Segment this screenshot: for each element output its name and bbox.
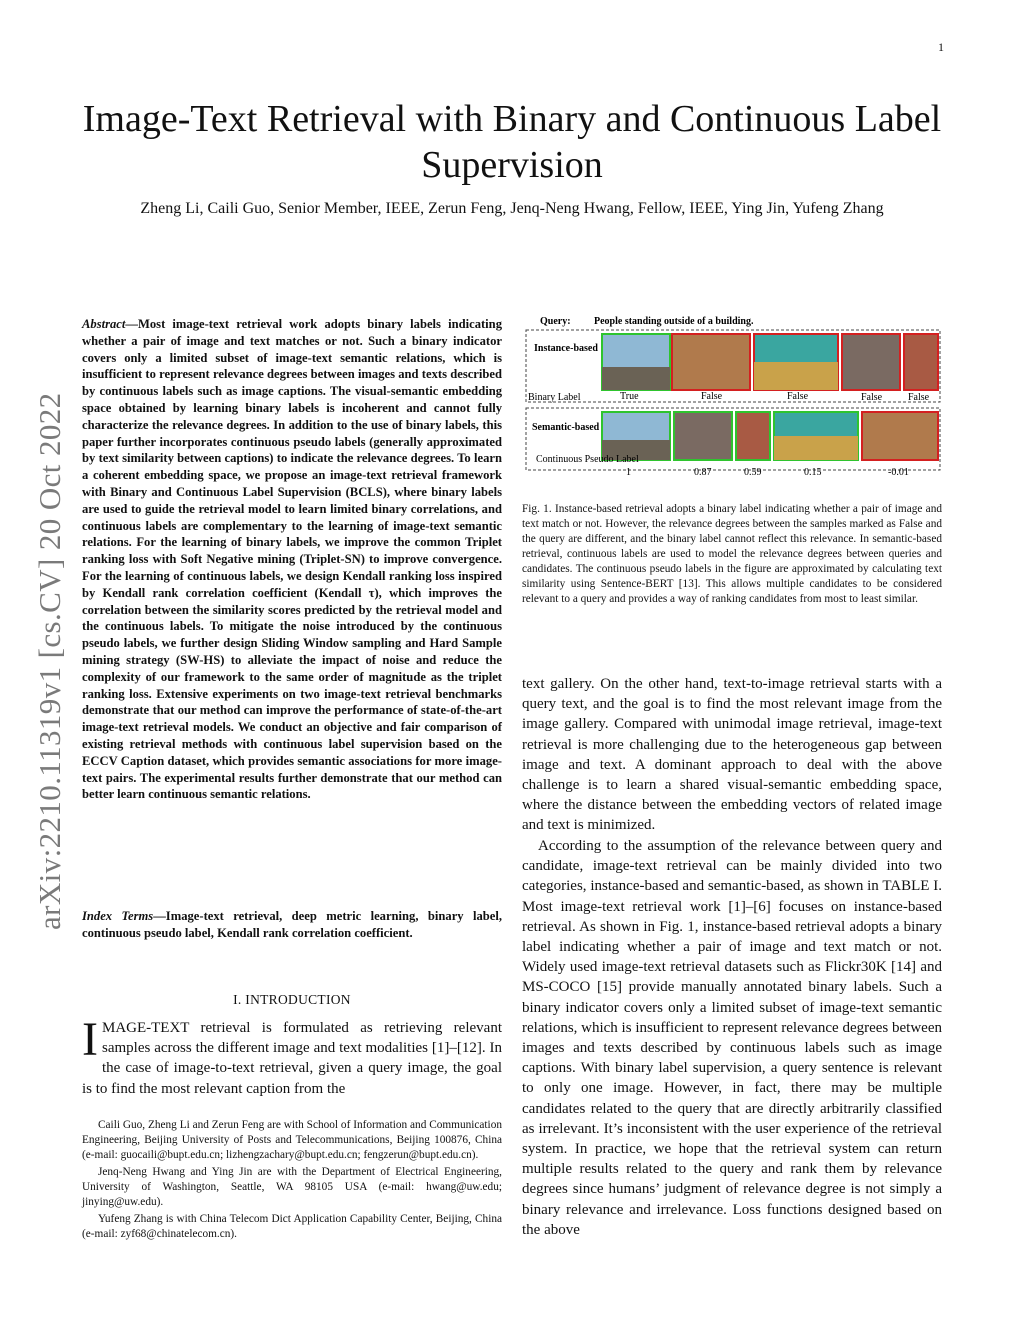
- binary-value-1: True: [620, 391, 639, 402]
- figure-1-graphic: [522, 312, 944, 478]
- footnotes: [82, 1118, 502, 1244]
- binary-value-3: False: [787, 391, 809, 402]
- intro-paragraph: [82, 1013, 502, 1099]
- arxiv-identifier-stamp: arXiv:2210.11319v1 [cs.CV] 20 Oct 2022: [32, 392, 67, 930]
- abstract-text: —Most image-text retrieval work adopts binary labels indicating whether a pair of image and text matches or not. Such a binary indicator covers only a limited subset of image-text semantic relations, which is insufficient to represent relevance degrees between images and texts described by continuous labels such as image captions. The visual-semantic embedding space obtained by learning binary labels is incoherent and cannot fully characterize the relevance degrees. In addition to the use of binary labels, this paper further incorporates continuous pseudo labels (generally approximated by text similarity between captions) to indicate the relevance degrees. To learn a coherent embedding space, we propose an image-text retrieval framework with Binary and Continuous Label Supervision (BCLS), where binary labels are used to guide the retrieval model to learn limited binary correlations, and continuous labels are complementary to the learning of image-text semantic relations. For the learning of binary labels, we improve the common Triplet ranking loss with Soft Negative mining (Triplet-SN) to improve convergence. For the learning of continuous labels, we design Kendall ranking loss inspired by Kendall rank correlation coefficient (Kendall τ), which improves the correlation between the similarity scores predicted by the retrieval model and the continuous labels. To mitigate the noise introduced by the continuous pseudo labels, we further design Sliding Window sampling and Hard Sample mining strategy (SW-HS) to alleviate the impact of noise and reduce the complexity of our framework to the same order of magnitude as the triplet ranking loss. Extensive experiments on two image-text retrieval benchmarks demonstrate that our method can improve the performance of state-of-the-art image-text retrieval models. We conduct an objective and fair comparison of existing retrieval methods with continuous label supervision based on the ECCV Caption dataset, which provides semantic associations for more image-text pairs. The experimental results further demonstrate that our method can better learn continuous semantic relations.: [82, 317, 502, 802]
- footnote-affiliation-bupt: Caili Guo, Zheng Li and Zerun Feng are with School of Information and Communication Engineering, Beijing University of Posts and Telecommunications, Beijing 100876, China (e-mail: guocaili@bupt.edu.cn; lizhengzachary@bupt.edu.cn; fengzerun@bupt.edu.cn).: [82, 1119, 502, 1161]
- fig-query-text: People standing outside of a building.: [594, 316, 754, 327]
- drop-cap: I: [82, 1013, 98, 1066]
- page-number: 1: [938, 40, 944, 54]
- continuous-value-4: 0.15: [804, 467, 822, 478]
- paper-title: Image-Text Retrieval with Binary and Continuous Label Supervision: [82, 98, 942, 186]
- footnote-affiliation-uw: Jenq-Neng Hwang and Ying Jin are with the Department of Electrical Engineering, University of Washington, Seattle, WA 98105 USA (e-mail: hwang@uw.edu; jinying@uw.edu).: [82, 1166, 502, 1208]
- right-column-paragraph-1: [522, 674, 942, 836]
- candidate-image-5: [904, 334, 938, 390]
- fig-query-label: Query:: [540, 316, 571, 327]
- right-para-1-text: text gallery. On the other hand, text-to-image retrieval starts with a query text, and the goal is to find the most relevant image from the image gallery. Compared with unimodal image retrieval, image-text retrieval is more challenging due to the heterogeneous gap between image and text. A dominant approach to deal with the above challenge is to learn a shared visual-semantic embedding space, where the distance between the embedding vectors of related image and text is minimized.: [522, 676, 942, 834]
- index-terms: [82, 908, 502, 942]
- continuous-row-title: Continuous Pseudo Label: [536, 454, 639, 465]
- ranked-image-5: [862, 412, 938, 460]
- right-para-2-text: According to the assumption of the relevance between query and candidate, image-text retrieval can be mainly divided into two categories, instance-based and semantic-based, as shown in TABLE I. Most image-text retrieval work [1]–[6] focuses on instance-based retrieval. As shown in Fig. 1, instance-based retrieval adopts a binary label indicating whether a pair of image and text match or not. Widely used image-text retrieval datasets such as Flickr30K [14] and MS-COCO [15] provide manually annotated binary labels. Such a binary indicator covers only a limited subset of image-text semantic relations, which is insufficient to represent relevance degrees between images and texts described by continuous labels such as image captions. With binary label supervision, a query sentence is relevant to only one image. However, in fact, there may be multiple candidates related to the query that are directly arbitrarily classified as irrelevant. It’s inconsistent with the user experience of the retrieval system. In practice, we hope that the retrieval system can return multiple results related to the query and rank them by relevance degrees since humans’ judgment of relevance degree is not simply a binary relevance and irrelevance. Loss functions designed based on the above: [522, 838, 942, 1238]
- binary-value-4: False: [861, 392, 883, 403]
- candidate-image-1-ground: [602, 367, 670, 390]
- author-list: Zheng Li, Caili Guo, Senior Member, IEEE, Zerun Feng, Jenq-Neng Hwang, Fellow, IEEE, Ying Jin, Yufeng Zhang: [140, 200, 884, 217]
- continuous-value-2: 0.87: [694, 467, 712, 478]
- continuous-value-1: 1: [626, 467, 631, 478]
- continuous-value-3: 0.59: [744, 467, 762, 478]
- binary-label-row-title: Binary Label: [528, 392, 581, 403]
- ranked-image-3: [736, 412, 770, 460]
- right-column-paragraph-2: [522, 836, 942, 1240]
- abstract: [82, 316, 502, 803]
- section-heading-introduction: I. INTRODUCTION: [233, 992, 351, 1007]
- figure-1: [522, 312, 944, 478]
- candidate-image-2: [672, 334, 750, 390]
- footnote-affiliation-telecom: Yufeng Zhang is with China Telecom Dict Application Capability Center, Beijing, China (e-mail: zyf68@chinatelecom.cn).: [82, 1213, 502, 1240]
- binary-value-2: False: [701, 391, 723, 402]
- candidate-image-3-sand: [754, 362, 838, 390]
- intro-text: MAGE-TEXT retrieval is formulated as retrieving relevant samples across the different image and text modalities [1]–[12]. In the case of image-to-text retrieval, given a query image, the goal is to find the most relevant caption from the: [82, 1020, 502, 1097]
- abstract-label: Abstract: [82, 317, 126, 331]
- binary-value-5: False: [908, 392, 930, 403]
- continuous-value-5: -0.01: [888, 467, 909, 478]
- ranked-image-4-sand: [774, 436, 858, 460]
- index-terms-text: —Image-text retrieval, deep metric learning, binary label, continuous pseudo label, Kendall rank correlation coefficient.: [82, 909, 502, 940]
- figure-1-caption: Fig. 1. Instance-based retrieval adopts a binary label indicating whether a pair of image and text match or not. However, the relevance degrees between the samples marked as False and the query are different, and the binary label cannot reflect this relevance. In semantic-based retrieval, continuous labels are used to model the relevance degrees between queries and candidates. The continuous pseudo labels in the figure are approximated by calculating text similarity using Sentence-BERT [13]. This allows multiple candidates to be considered relevant to a query and provides a way of ranking candidates from most to least similar.: [522, 503, 942, 605]
- instance-label: Instance-based: [534, 343, 598, 354]
- ranked-image-2: [674, 412, 732, 460]
- index-terms-label: Index Terms: [82, 909, 154, 923]
- semantic-label: Semantic-based: [532, 422, 600, 433]
- candidate-image-4: [842, 334, 900, 390]
